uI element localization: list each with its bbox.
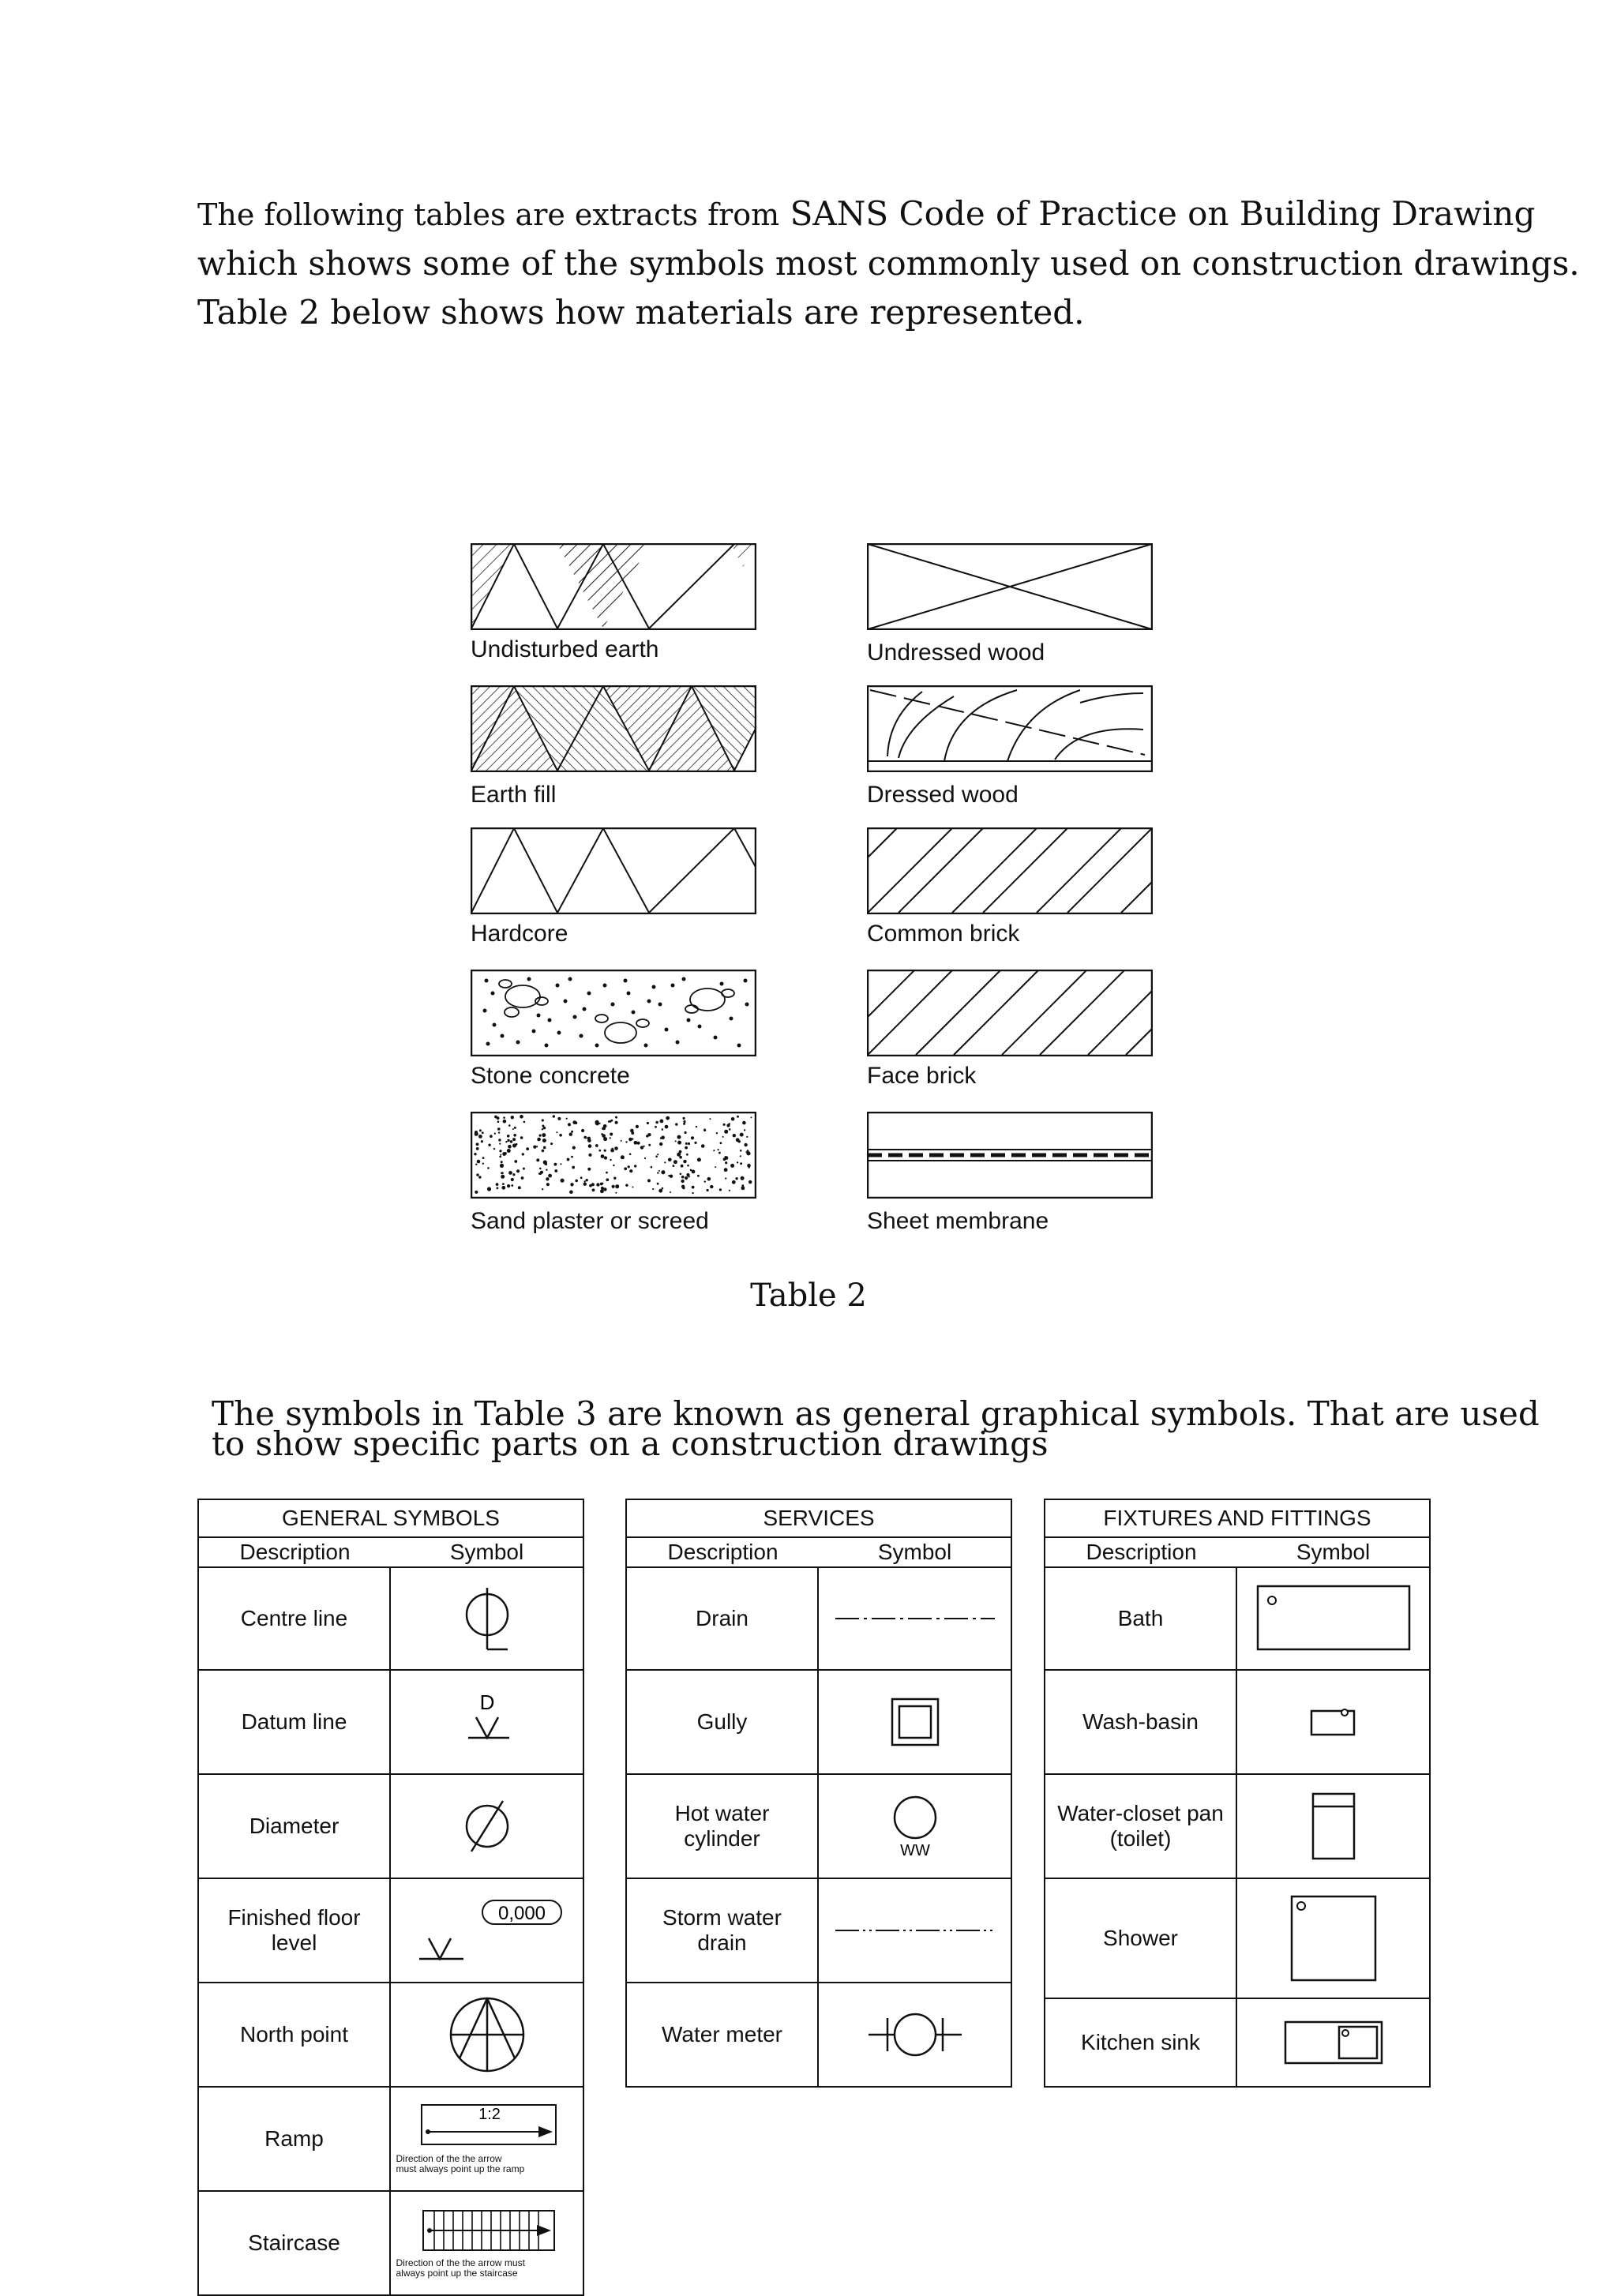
- stone-concrete-hatch: [471, 970, 756, 1056]
- common-brick-hatch: [867, 827, 1153, 914]
- ramp-gradient: 1:2: [478, 2106, 501, 2123]
- row-description: Water-closet pan (toilet): [1045, 1775, 1237, 1878]
- table-row: [627, 1671, 1011, 1775]
- water-meter-symbol: [819, 1983, 1011, 2086]
- drain-line-symbol: [819, 1568, 1011, 1669]
- column-header-description: Description: [239, 1540, 351, 1564]
- intro-lead: The following tables are extracts from: [197, 197, 780, 232]
- material-label: Sheet membrane: [867, 1208, 1049, 1234]
- table-column-headers: [1045, 1538, 1429, 1568]
- table-row: [627, 1775, 1011, 1879]
- table-row: [1045, 1671, 1429, 1775]
- material-stone-concrete: [471, 970, 756, 1090]
- intro-line-1: [197, 189, 1540, 239]
- table-row: [199, 1671, 583, 1775]
- wash-basin-symbol: [1237, 1671, 1429, 1773]
- table-column-headers: [199, 1538, 583, 1568]
- row-description: Finished floor level: [199, 1879, 391, 1982]
- finished-floor-level-symbol: [391, 1879, 583, 1982]
- row-description: Diameter: [199, 1775, 391, 1878]
- row-description: Centre line: [199, 1568, 391, 1669]
- material-label: Stone concrete: [471, 1063, 630, 1089]
- column-header-symbol: Symbol: [1296, 1540, 1371, 1564]
- material-label: Dressed wood: [867, 782, 1019, 808]
- datum-letter: D: [479, 1690, 494, 1714]
- table-column-headers: [627, 1538, 1011, 1568]
- table-row: [1045, 1568, 1429, 1671]
- material-sheet-membrane: [867, 1112, 1153, 1235]
- row-description: Ramp: [199, 2088, 391, 2190]
- table-title: SERVICES: [627, 1500, 1011, 1538]
- material-sand-plaster: [471, 1112, 756, 1235]
- column-header-description: Description: [667, 1540, 778, 1564]
- material-label: Common brick: [867, 921, 1020, 947]
- ffl-value: 0,000: [497, 1903, 546, 1924]
- bath-symbol: [1237, 1568, 1429, 1669]
- row-description: Bath: [1045, 1568, 1237, 1669]
- column-header-symbol: Symbol: [449, 1540, 524, 1564]
- material-face-brick: [867, 970, 1153, 1090]
- intro-line-2: which shows some of the symbols most commonly used on construction drawings.: [197, 244, 1580, 283]
- table-row: [627, 1879, 1011, 1983]
- material-undisturbed-earth: [471, 543, 756, 663]
- table-row: [627, 1983, 1011, 2086]
- general-symbols-table: [197, 1499, 584, 2296]
- ramp-symbol: [391, 2088, 583, 2190]
- services-table: [625, 1499, 1012, 2088]
- material-label: Face brick: [867, 1063, 977, 1089]
- gully-symbol: [819, 1671, 1011, 1773]
- ramp-note: Direction of the the arrow must always point up the ramp: [396, 2153, 525, 2174]
- row-description: Water meter: [627, 1983, 819, 2086]
- dressed-wood-hatch: [867, 685, 1153, 772]
- row-description: Datum line: [199, 1671, 391, 1773]
- undisturbed-earth-hatch: [471, 543, 756, 630]
- intro-paragraph: [197, 189, 1580, 337]
- material-label: Hardcore: [471, 921, 568, 947]
- row-description: Storm water drain: [627, 1879, 819, 1982]
- undressed-wood-hatch: [867, 543, 1153, 630]
- table-3-intro-line-1: The symbols in Table 3 are known as general graphical symbols. That are used: [212, 1394, 1540, 1433]
- row-description: North point: [199, 1983, 391, 2086]
- column-header-description: Description: [1086, 1540, 1197, 1564]
- column-header-symbol: Symbol: [877, 1540, 952, 1564]
- table-row: [627, 1568, 1011, 1671]
- row-description: Wash-basin: [1045, 1671, 1237, 1773]
- table-row: [199, 1775, 583, 1879]
- table-row: [1045, 1879, 1429, 1999]
- row-description: Drain: [627, 1568, 819, 1669]
- hot-water-cylinder-symbol: [819, 1775, 1011, 1878]
- table-row: [199, 1983, 583, 2088]
- table-row: [199, 2088, 583, 2192]
- table-2-caption: Table 2: [750, 1277, 867, 1314]
- material-undressed-wood: [867, 543, 1153, 666]
- table-row: [199, 2192, 583, 2294]
- row-description: Hot water cylinder: [627, 1775, 819, 1878]
- staircase-note: Direction of the the arrow must always point up the staircase: [396, 2257, 525, 2279]
- material-dressed-wood: [867, 685, 1153, 808]
- north-point-symbol: [391, 1983, 583, 2086]
- material-common-brick: [867, 827, 1153, 947]
- row-description: Shower: [1045, 1879, 1237, 1998]
- diameter-symbol: [391, 1775, 583, 1878]
- table-3-intro-line-2: to show specific parts on a construction drawings: [212, 1424, 1049, 1463]
- centre-line-symbol: [391, 1568, 583, 1669]
- datum-line-symbol: [391, 1671, 583, 1773]
- hardcore-hatch: [471, 827, 756, 914]
- intro-rest: SANS Code of Practice on Building Drawing: [779, 194, 1536, 233]
- storm-water-drain-symbol: [819, 1879, 1011, 1982]
- earth-fill-hatch: [471, 685, 756, 772]
- face-brick-hatch: [867, 970, 1153, 1056]
- material-label: Undressed wood: [867, 640, 1045, 666]
- material-earth-fill: [471, 685, 756, 808]
- table-row: [199, 1568, 583, 1671]
- row-description: Gully: [627, 1671, 819, 1773]
- cylinder-label: WW: [899, 1842, 930, 1859]
- water-closet-symbol: [1237, 1775, 1429, 1878]
- row-description: Kitchen sink: [1045, 1999, 1237, 2086]
- shower-symbol: [1237, 1879, 1429, 1998]
- sand-plaster-hatch: [471, 1112, 756, 1199]
- table-3-intro: [212, 1394, 1554, 1463]
- sheet-membrane-hatch: [867, 1112, 1153, 1199]
- staircase-symbol: [391, 2192, 583, 2294]
- table-title: FIXTURES AND FITTINGS: [1045, 1500, 1429, 1538]
- table-row: [199, 1879, 583, 1983]
- material-label: Undisturbed earth: [471, 636, 659, 662]
- row-description: Staircase: [199, 2192, 391, 2294]
- table-row: [1045, 1999, 1429, 2086]
- table-title: GENERAL SYMBOLS: [199, 1500, 583, 1538]
- intro-line-3: Table 2 below shows how materials are represented.: [197, 293, 1085, 332]
- material-label: Sand plaster or screed: [471, 1208, 709, 1234]
- material-hardcore: [471, 827, 756, 947]
- kitchen-sink-symbol: [1237, 1999, 1429, 2086]
- material-label: Earth fill: [471, 782, 557, 808]
- fixtures-fittings-table: [1044, 1499, 1431, 2088]
- table-row: [1045, 1775, 1429, 1879]
